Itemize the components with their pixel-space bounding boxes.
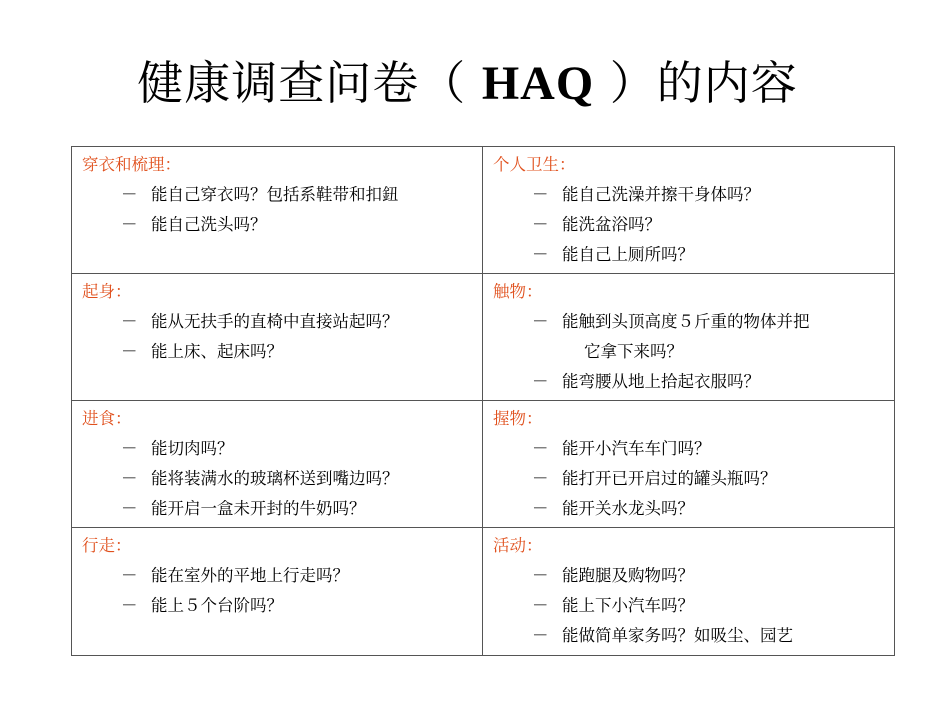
list-item [72,180,482,210]
item-text: 能洗盆浴吗？ [562,215,661,234]
bullet-dash: － [532,626,549,645]
list-item [72,434,482,464]
list-item [72,464,482,494]
section-hygiene [483,147,895,274]
bullet-dash: － [121,566,138,585]
bullet-dash: － [121,439,138,458]
table-row [72,401,895,528]
bullet-dash: － [532,469,549,488]
page-title [0,52,935,115]
section-heading: 握物： [493,409,543,428]
bullet-dash: － [121,499,138,518]
bullet-dash: － [121,312,138,331]
list-item [483,240,894,270]
list-item [483,621,894,651]
item-text: 能上床、起床吗？ [151,342,283,361]
item-text: 能触到头顶高度５斤重的物体并把 [562,312,810,331]
bullet-dash: － [532,439,549,458]
table-row [72,147,895,274]
bullet-dash: － [121,469,138,488]
table-row [72,528,895,656]
item-text: 能将装满水的玻璃杯送到嘴边吗？ [151,469,399,488]
section-heading: 触物： [493,282,543,301]
section-grip [483,401,895,528]
bullet-dash: － [121,342,138,361]
section-dressing [72,147,483,274]
section-walking [72,528,483,656]
item-text: 能上下小汽车吗？ [562,596,694,615]
bullet-dash: － [532,312,549,331]
bullet-dash: － [532,185,549,204]
section-heading: 起身： [82,282,132,301]
section-reach [483,274,895,401]
section-eating [72,401,483,528]
section-heading: 进食： [82,409,132,428]
item-text: 能切肉吗？ [151,439,234,458]
list-item [72,494,482,524]
list-item [72,561,482,591]
section-heading: 穿衣和梳理： [82,155,181,174]
bullet-dash: － [532,372,549,391]
list-item [483,307,894,367]
item-text: 能在室外的平地上行走吗？ [151,566,349,585]
item-text: 能开关水龙头吗？ [562,499,694,518]
bullet-dash: － [532,596,549,615]
item-text: 能从无扶手的直椅中直接站起吗？ [151,312,399,331]
list-item [483,180,894,210]
bullet-dash: － [532,215,549,234]
item-text: 能做简单家务吗？如吸尘、园艺 [562,626,793,645]
bullet-dash: － [121,215,138,234]
list-item [483,591,894,621]
haq-content-table [71,146,895,656]
item-text: 能自己穿衣吗？包括系鞋带和扣鈕 [151,185,399,204]
list-item [72,210,482,240]
list-item [483,464,894,494]
list-item [483,561,894,591]
list-item [72,337,482,367]
item-text: 能上５个台阶吗？ [151,596,283,615]
title-abbreviation: HAQ [481,57,595,110]
title-prefix: 健康调查问卷（ [137,56,482,110]
section-heading: 行走： [82,536,132,555]
item-text: 能开启一盒未开封的牛奶吗？ [151,499,366,518]
item-text-continuation: 它拿下来吗？ [584,342,683,361]
item-text: 能弯腰从地上拾起衣服吗？ [562,372,760,391]
list-item [483,494,894,524]
item-text: 能自己洗澡并擦干身体吗？ [562,185,760,204]
list-item [72,307,482,337]
list-item [483,210,894,240]
bullet-dash: － [532,499,549,518]
section-heading: 活动： [493,536,543,555]
item-text: 能自己上厕所吗？ [562,245,694,264]
list-item [72,591,482,621]
item-text: 能跑腿及购物吗？ [562,566,694,585]
item-text: 能打开已开启过的罐头瓶吗？ [562,469,777,488]
item-text: 能自己洗头吗？ [151,215,267,234]
section-heading: 个人卫生： [493,155,576,174]
bullet-dash: － [532,245,549,264]
bullet-dash: － [532,566,549,585]
section-arising [72,274,483,401]
title-suffix: ）的内容 [594,56,798,110]
list-item [483,434,894,464]
item-text: 能开小汽车车门吗？ [562,439,711,458]
table-row [72,274,895,401]
bullet-dash: － [121,185,138,204]
bullet-dash: － [121,596,138,615]
section-activities [483,528,895,656]
list-item [483,367,894,397]
